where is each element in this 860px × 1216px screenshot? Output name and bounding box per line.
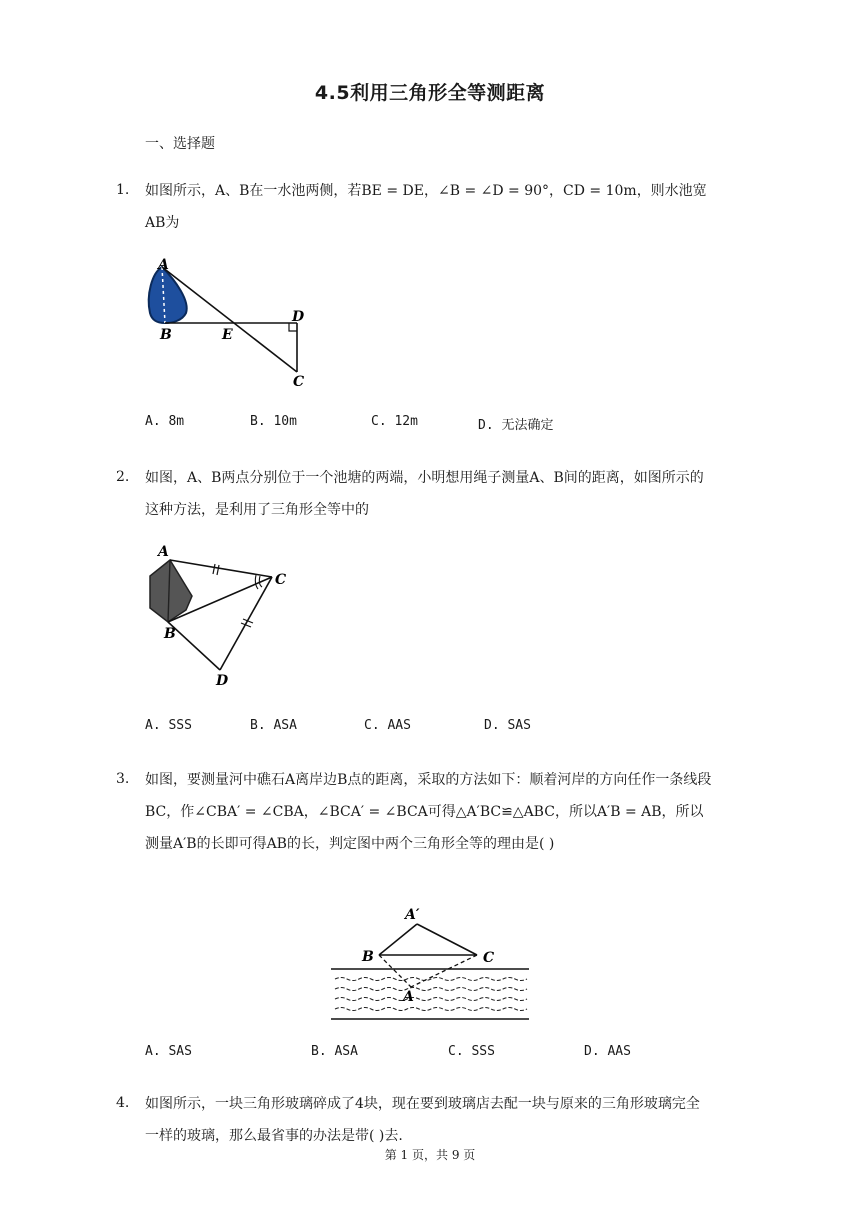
fig-label: C [293, 374, 305, 390]
section-heading: 一、选择题 [145, 136, 215, 152]
fig-label: C [483, 950, 495, 966]
question-number: 3. [116, 771, 130, 787]
figure-river-rock [325, 905, 535, 1025]
figure-rope-method [140, 540, 310, 690]
fig-label: D [292, 309, 305, 325]
question-number: 4. [116, 1095, 130, 1111]
page-title: 4.5利用三角形全等测距离 [314, 82, 546, 104]
option-b[interactable]: B. ASA [250, 718, 297, 733]
question-text: 如图，A、B两点分别位于一个池塘的两端，小明想用绳子测量A、B间的距离，如图所示的这种方法，是利用了三角形全等中的 [145, 470, 704, 518]
figure-pond-triangles [140, 255, 330, 395]
option-c[interactable]: C. AAS [364, 718, 411, 733]
fig-label: D [216, 673, 229, 689]
question-number: 1. [116, 182, 130, 198]
page-footer: 第 1 页，共 9 页 [384, 1148, 476, 1162]
fig-label: A [158, 257, 169, 273]
fig-label: A [403, 989, 414, 1005]
fig-label: B [164, 626, 176, 642]
question-text: 如图所示，一块三角形玻璃碎成了4块，现在要到玻璃店去配一块与原来的三角形玻璃完全一样的玻璃，那么最省事的办法是带( )去. [145, 1096, 700, 1144]
option-d[interactable]: D. 无法确定 [478, 418, 554, 433]
option-d[interactable]: D. SAS [484, 718, 531, 733]
fig-label: E [222, 327, 233, 343]
fig-label: B [362, 949, 374, 965]
fig-label: A′ [405, 907, 420, 923]
option-a[interactable]: A. SSS [145, 718, 192, 733]
option-c[interactable]: C. SSS [448, 1044, 495, 1059]
option-d[interactable]: D. AAS [584, 1044, 631, 1059]
option-c[interactable]: C. 12m [371, 414, 418, 429]
option-b[interactable]: B. 10m [250, 414, 297, 429]
option-a[interactable]: A. SAS [145, 1044, 192, 1059]
question-number: 2. [116, 469, 130, 485]
fig-label: C [275, 572, 287, 588]
option-a[interactable]: A. 8m [145, 414, 185, 429]
question-text: 如图所示，A、B在一水池两侧，若BE = DE，∠B = ∠D = 90°，CD = 10m，则水池宽AB为 [145, 183, 707, 231]
fig-label: B [160, 327, 172, 343]
option-b[interactable]: B. ASA [311, 1044, 358, 1059]
question-text: 如图，要测量河中礁石A离岸边B点的距离，采取的方法如下：顺着河岸的方向任作一条线段BC，作∠CBA′ = ∠CBA，∠BCA′ = ∠BCA可得△A′BC≌△ABC，所以A′B = AB，所以测量A′B的长即可得AB的长，判定图中两个三角形全等的理由是( ) [145, 772, 712, 852]
fig-label: A [158, 544, 169, 560]
